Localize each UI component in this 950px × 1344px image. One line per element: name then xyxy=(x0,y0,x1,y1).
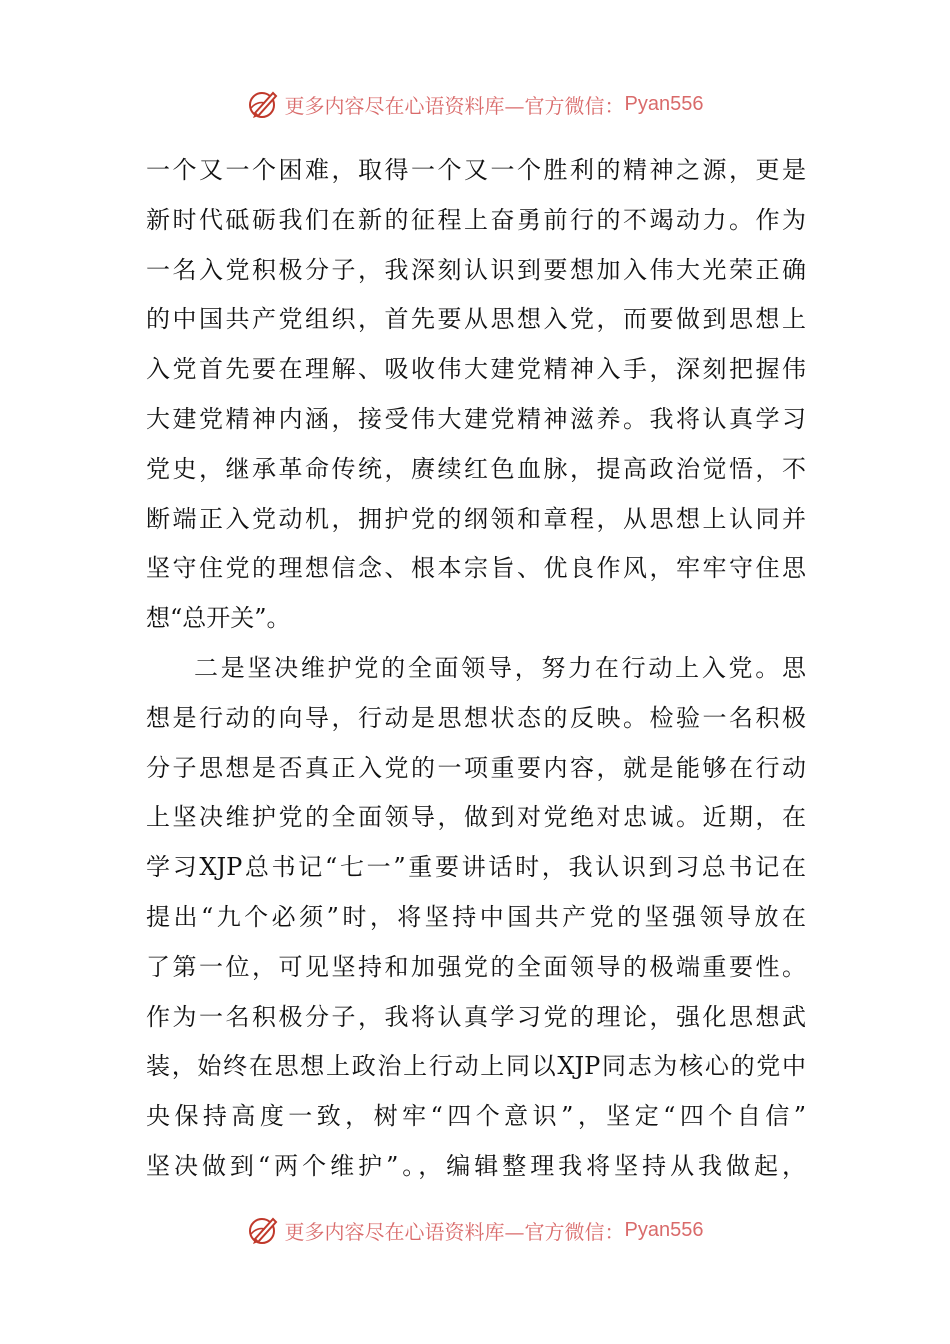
text-line: 断端正入党动机，拥护党的纲领和章程，从思想上认同并 xyxy=(146,504,806,533)
header-watermark-banner xyxy=(0,84,950,124)
text-line: 新时代砥砺我们在新的征程上奋勇前行的不竭动力。作为 xyxy=(146,205,806,234)
text-line: 一名入党积极分子，我深刻认识到要想加入伟大光荣正确 xyxy=(146,255,806,284)
header-banner-text: 更多内容尽在心语资料库—官方微信： xyxy=(284,93,625,118)
text-line: 入党首先要在理解、吸收伟大建党精神入手，深刻把握伟 xyxy=(146,355,806,384)
text-line: 坚守住党的理想信念、根本宗旨、优良作风，牢牢守住思 xyxy=(146,554,806,583)
pen-logo-icon xyxy=(247,87,281,121)
header-banner-wechat-id: Pyan556 xyxy=(624,92,704,115)
footer-banner-wechat-id: Pyan556 xyxy=(624,1218,704,1241)
pen-logo-icon xyxy=(247,1213,281,1247)
text-line: 想“总开关”。 xyxy=(146,604,291,633)
footer-watermark-banner xyxy=(0,1210,950,1250)
text-line: 央保持高度一致，树牢“四个意识”，坚定“四个自信” xyxy=(146,1102,806,1131)
text-line: 坚决做到“两个维护”。，编辑整理我将坚持从我做起， xyxy=(146,1151,806,1180)
text-line: 想是行动的向导，行动是思想状态的反映。检验一名积极 xyxy=(146,703,806,732)
text-line: 大建党精神内涵，接受伟大建党精神滋养。我将认真学习 xyxy=(146,404,806,433)
text-line: 了第一位，可见坚持和加强党的全面领导的极端重要性。 xyxy=(146,952,806,981)
text-line: 分子思想是否真正入党的一项重要内容，就是能够在行动 xyxy=(146,753,806,782)
text-line: 上坚决维护党的全面领导，做到对党绝对忠诚。近期，在 xyxy=(146,803,806,832)
text-line: 提出“九个必须”时，将坚持中国共产党的坚强领导放在 xyxy=(146,902,806,931)
text-line: 作为一名积极分子，我将认真学习党的理论，强化思想武 xyxy=(146,1002,806,1031)
text-line: 一个又一个困难，取得一个又一个胜利的精神之源，更是 xyxy=(146,156,806,184)
paragraph-start-line: 二是坚决维护党的全面领导，努力在行动上入党。思 xyxy=(194,653,806,682)
text-line: 学习XJP总书记“七一”重要讲话时，我认识到习总书记在 xyxy=(146,853,806,882)
text-line: 党史，继承革命传统，赓续红色血脉，提高政治觉悟，不 xyxy=(146,454,806,483)
text-line: 装，始终在思想上政治上行动上同以XJP同志为核心的党中 xyxy=(146,1052,806,1081)
body-text xyxy=(146,146,806,1192)
footer-banner-text: 更多内容尽在心语资料库—官方微信： xyxy=(284,1219,625,1244)
text-line: 的中国共产党组织，首先要从思想入党，而要做到思想上 xyxy=(146,305,806,334)
